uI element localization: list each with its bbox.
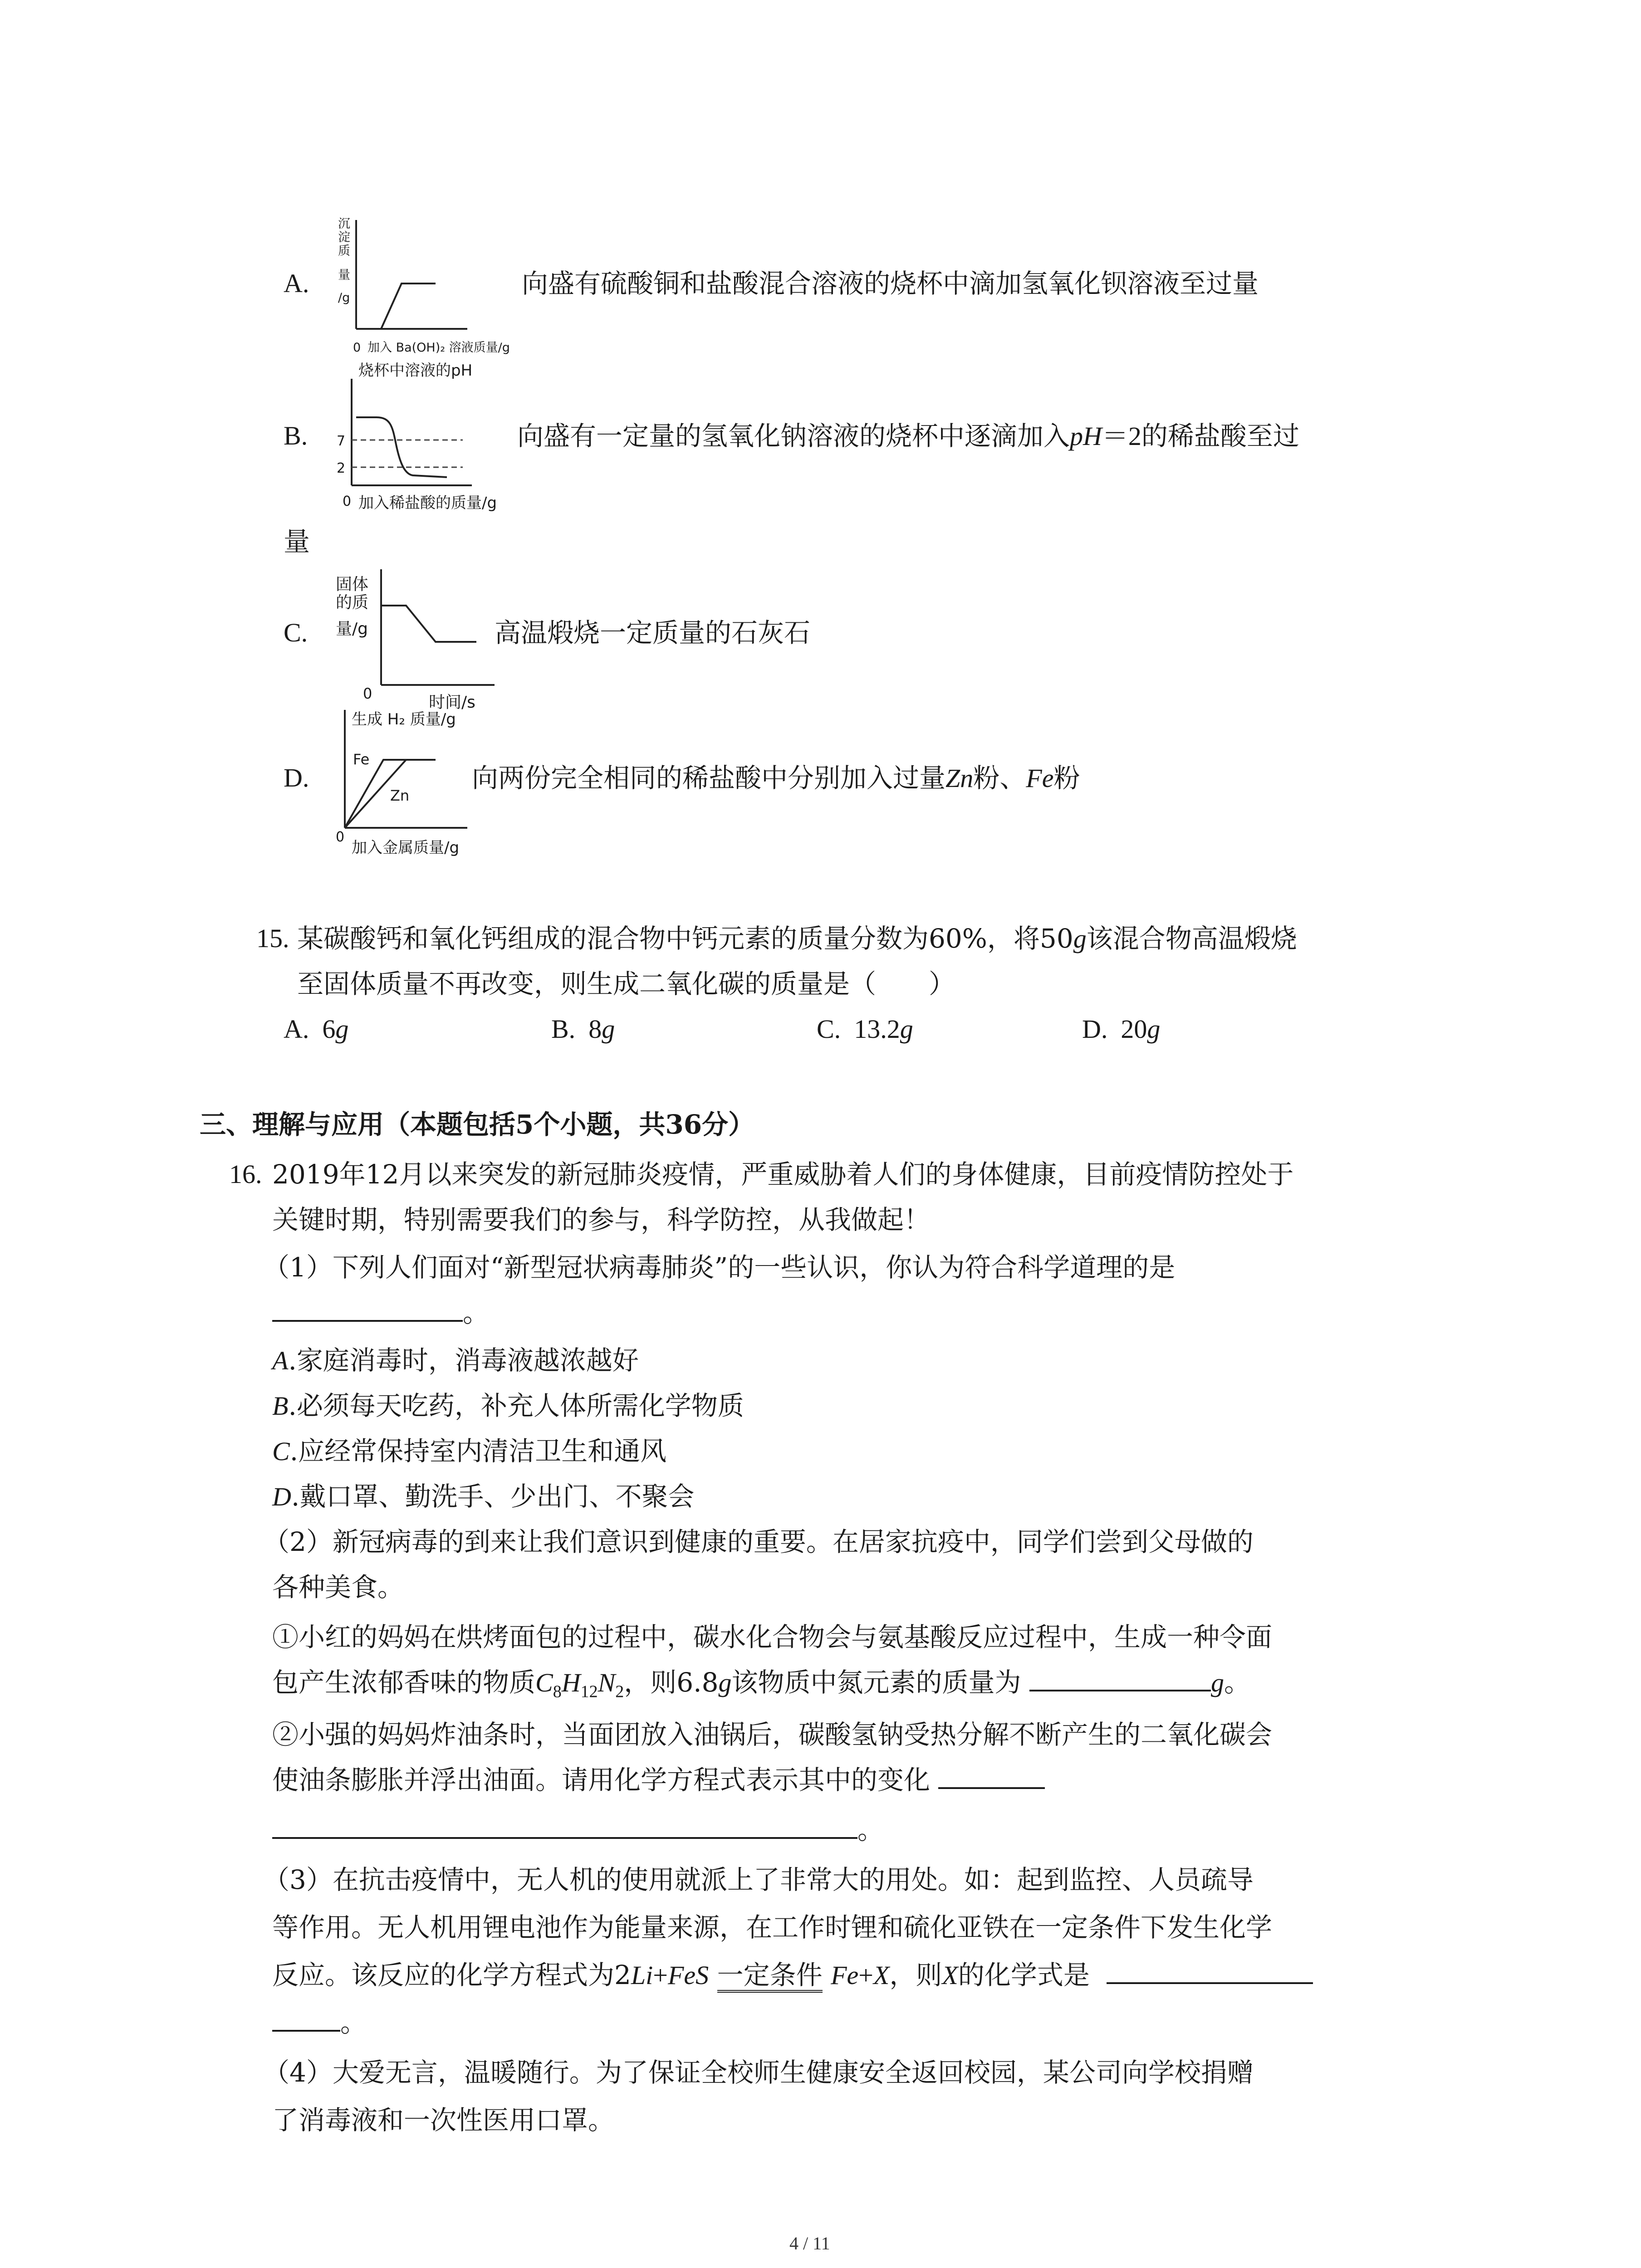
- graph-d-fe-label: Fe: [353, 751, 370, 768]
- q16-p3-line1: （3）在抗击疫情中，无人机的使用就派上了非常大的用处。如：起到监控、人员疏导: [263, 1864, 1254, 1895]
- graph-c-ylabel-2: 的质: [336, 593, 369, 612]
- q16-p2b-line1: ②小强的妈妈炸油条时，当面团放入油锅后，碳酸氢钠受热分解不断产生的二氧化碳会: [272, 1719, 1273, 1750]
- graph-a-ylabel-2: 淀: [338, 230, 350, 244]
- graph-d-origin: 0: [336, 829, 345, 845]
- q16-p1-blank-line: 。: [272, 1300, 489, 1326]
- q16-p1-option-d: D.戴口罩、勤洗手、少出门、不聚会: [272, 1481, 695, 1512]
- q16-p2a-line2: 包产生浓郁香味的物质$C_8H_{12}N_2$，则6.8g该物质中氮元素的质量为 g。: [272, 1667, 1250, 1701]
- q16-p1-option-c: C.应经常保持室内清洁卫生和通风: [272, 1436, 667, 1466]
- page-number: 4 / 11: [789, 2233, 830, 2253]
- q15-option-d: D. 20g: [1082, 1014, 1161, 1044]
- q16-number: 16.: [229, 1159, 262, 1189]
- graph-c-ylabel-1: 固体: [336, 575, 369, 594]
- graph-d-xlabel: 加入金属质量/g: [352, 839, 460, 857]
- q16-p2-line2: 各种美食。: [272, 1572, 404, 1603]
- q15-option-b: B. 8g: [551, 1014, 615, 1044]
- graph-b-ylabel: 烧杯中溶液的pH: [358, 362, 473, 380]
- graph-c: [318, 562, 513, 712]
- q16-p2a-line1: ①小红的妈妈在烘烤面包的过程中，碳水化合物会与氨基酸反应过程中，生成一种令面: [272, 1622, 1273, 1652]
- q16-p3-answer-blank-2[interactable]: [272, 2026, 340, 2032]
- option-d-text: 向两份完全相同的稀盐酸中分别加入过量Zn粉、Fe粉: [472, 763, 1080, 793]
- q16-p4-line1: （4）大爱无言，温暖随行。为了保证全校师生健康安全返回校园，某公司向学校捐赠: [263, 2057, 1254, 2088]
- q16-p2a-answer-blank[interactable]: [1029, 1686, 1211, 1691]
- graph-a: [318, 218, 531, 365]
- q16-p2b-answer-blank-2[interactable]: [272, 1833, 857, 1839]
- q16-p1-line1: （1）下列人们面对“新型冠状病毒肺炎”的一些认识，你认为符合科学道理的是: [263, 1252, 1176, 1283]
- graph-a-ylabel-5: /g: [338, 291, 350, 305]
- q16-p3-line2: 等作用。无人机用锂电池作为能量来源，在工作时锂和硫化亚铁在一定条件下发生化学: [272, 1912, 1273, 1943]
- q15-line1: 某碳酸钙和氧化钙组成的混合物中钙元素的质量分数为60%，将50g该混合物高温煅烧: [297, 923, 1297, 954]
- graph-d-ylabel: 生成 H₂ 质量/g: [352, 710, 456, 728]
- section-3-heading: 三、理解与应用（本题包括5个小题，共36分）: [200, 1109, 755, 1140]
- q16-line2: 关键时期，特别需要我们的参与，科学防控，从我做起！: [272, 1204, 931, 1235]
- graph-a-origin: 0: [353, 341, 361, 355]
- q15-option-c: C. 13.2g: [817, 1014, 913, 1044]
- graph-c-curve: [381, 606, 476, 642]
- graph-a-curve: [381, 284, 436, 329]
- q16-p1-option-a: A.家庭消毒时，消毒液越浓越好: [272, 1345, 639, 1376]
- graph-b-tick-2: 2: [337, 460, 346, 476]
- q16-p1-answer-blank[interactable]: [272, 1316, 463, 1322]
- option-d-letter: D.: [284, 763, 309, 792]
- q16-p1-option-b: B.必须每天吃药，补充人体所需化学物质: [272, 1390, 744, 1421]
- graph-c-ylabel-3: 量/g: [336, 620, 368, 638]
- graph-d-zn-label: Zn: [390, 787, 410, 804]
- q15-line2: 至固体质量不再改变，则生成二氧化碳的质量是（ ）: [297, 968, 955, 999]
- graph-b-xlabel: 加入稀盐酸的质量/g: [358, 494, 497, 512]
- graph-c-origin: 0: [363, 685, 372, 702]
- option-c-letter: C.: [284, 618, 308, 647]
- q16-p2-line1: （2）新冠病毒的到来让我们意识到健康的重要。在居家抗疫中，同学们尝到父母做的: [263, 1526, 1254, 1557]
- q15-option-a: A. 6g: [284, 1014, 349, 1044]
- graph-c-xlabel: 时间/s: [429, 693, 475, 712]
- graph-b-curve: [356, 417, 447, 477]
- option-b-text: 向盛有一定量的氢氧化钠溶液的烧杯中逐滴加入pH＝2的稀盐酸至过: [517, 420, 1299, 451]
- q16-p4-line2: 了消毒液和一次性医用口罩。: [272, 2105, 615, 2136]
- q16-p2b-line3: 。: [272, 1817, 884, 1843]
- q16-line1: 2019年12月以来突发的新冠肺炎疫情，严重威胁着人们的身体健康，目前疫情防控处于: [272, 1159, 1294, 1190]
- option-b-text-cont: 量: [284, 526, 310, 557]
- q16-p2b-line2: 使油条膨胀并浮出油面。请用化学方程式表示其中的变化: [272, 1767, 1045, 1793]
- graph-b-origin: 0: [343, 494, 352, 509]
- graph-b: [318, 358, 513, 522]
- q15-number: 15.: [256, 924, 289, 953]
- option-c-text: 高温煅烧一定质量的石灰石: [495, 617, 811, 648]
- q16-p3-line4: 。: [272, 2009, 367, 2036]
- reaction-condition: 一定条件: [717, 1962, 823, 1993]
- graph-a-ylabel-1: 沉: [338, 218, 350, 231]
- option-b-letter: B.: [284, 421, 308, 450]
- q16-p3-answer-blank-1[interactable]: [1107, 1979, 1313, 1984]
- graph-a-ylabel-3: 质: [338, 244, 350, 258]
- option-a-letter: A.: [284, 269, 309, 298]
- q16-p3-line3: 反应。该反应的化学方程式为2Li+FeS 一定条件 Fe+X，则X的化学式是: [272, 1962, 1313, 1993]
- q16-p2b-answer-blank-1[interactable]: [938, 1784, 1045, 1789]
- option-a-text: 向盛有硫酸铜和盐酸混合溶液的烧杯中滴加氢氧化钡溶液至过量: [522, 268, 1259, 299]
- graph-b-tick-7: 7: [337, 433, 346, 449]
- graph-a-ylabel-4: 量: [338, 268, 350, 282]
- graph-a-xlabel: 加入 Ba(OH)₂ 溶液质量/g: [367, 341, 510, 355]
